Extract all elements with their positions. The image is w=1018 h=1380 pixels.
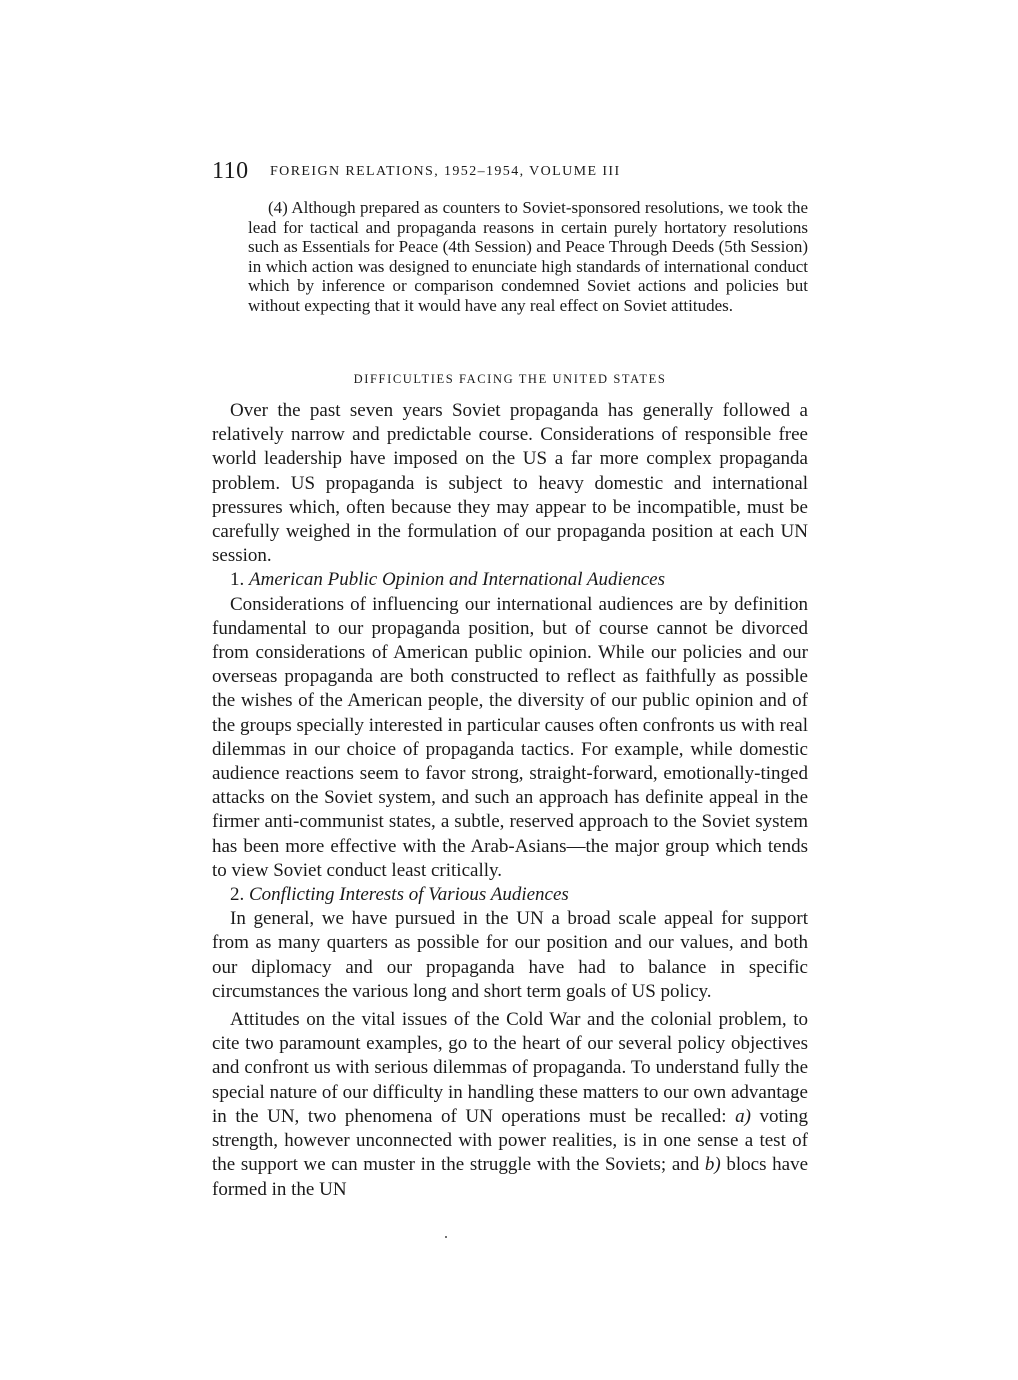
printer-dot <box>445 1236 447 1238</box>
marker-b: b) <box>704 1154 721 1176</box>
paragraph-2-part-3: blocs have formed in the UN <box>212 1154 808 1200</box>
section-heading: DIFFICULTIES FACING THE UNITED STATES <box>353 372 667 386</box>
subsection-2-paragraph-1: In general, we have pursued in the UN a broad scale appeal for support from as many quarters as possible for our position and our values, and both our diplomacy and our propaganda have had to balance in specific circumstances the various long and short term goals of US policy. <box>212 908 808 1002</box>
paragraph-2-part-2: voting strength, however unconnected with power realities, is in one sense a test of the support we can muster in the struggle with the Soviets; and <box>212 1105 809 1176</box>
subsection-1-paragraph: Considerations of influencing our international audiences are by definition fundamental to our propaganda position, but of course cannot be divorced from considerations of American public opinion. While our policies and our overseas propaganda are both constructed to reflect as faithfully as possible the wishes of the American people, the diversity of our public opinion and of the groups specially interested in particular causes often confronts us with real dilemmas in our choice of propaganda tactics. For example, while domestic audience reactions seem to favor strong, straight-forward, emotionally-tinged attacks on the Soviet system, and such an approach has definite appeal in the firmer anti-communist states, a subtle, reserved approach to the Soviet system has been more effective with the Arab-Asians—the major group which tends to view Soviet conduct least critically. <box>212 593 808 881</box>
page-number: 110 <box>212 158 249 184</box>
block-quote-paragraph: (4) Although prepared as counters to Soviet-sponsored resolutions, we took the lead for tactical and propaganda reasons in certain purely hortatory resolutions such as Essentials for Peace (4th Session) and Peace Through Deeds (5th Session) in which action was designed to enunciate high standards of international conduct which by inference or comparison condemned Soviet actions and policies but without expecting that it would have any real effect on Soviet attitudes. <box>248 198 808 315</box>
subsection-1-title: American Public Opinion and International Audiences <box>249 569 665 591</box>
body-text <box>212 399 808 1202</box>
running-head: FOREIGN RELATIONS, 1952–1954, VOLUME III <box>270 164 621 179</box>
subsection-2-paragraph-2 <box>212 1008 808 1202</box>
subsection-1-heading <box>212 568 808 592</box>
block-quote <box>248 198 808 316</box>
intro-paragraph: Over the past seven years Soviet propaganda has generally followed a relatively narrow and predictable course. Considerations of responsible free world leadership have imposed on the US a far more complex propaganda problem. US propaganda is subject to heavy domestic and international pressures which, often because they may appear to be incompatible, must be carefully weighed in the formulation of our propaganda position at each UN session. <box>212 400 808 567</box>
page-header <box>212 158 812 188</box>
subsection-1-number: 1. <box>230 569 245 591</box>
paragraph-2-part-1: Attitudes on the vital issues of the Cold War and the colonial problem, to cite two paramount examples, go to the heart of our several policy objectives and confront us with serious dilemmas of propaganda. To understand fully the special nature of our difficulty in handling these matters to our own advantage in the UN, two phenomena of UN operations must be recalled: <box>212 1009 808 1127</box>
subsection-2-number: 2. <box>230 884 245 906</box>
subsection-2-title: Conflicting Interests of Various Audiences <box>249 884 569 906</box>
marker-a: a) <box>735 1105 751 1127</box>
subsection-2-heading <box>212 883 808 907</box>
